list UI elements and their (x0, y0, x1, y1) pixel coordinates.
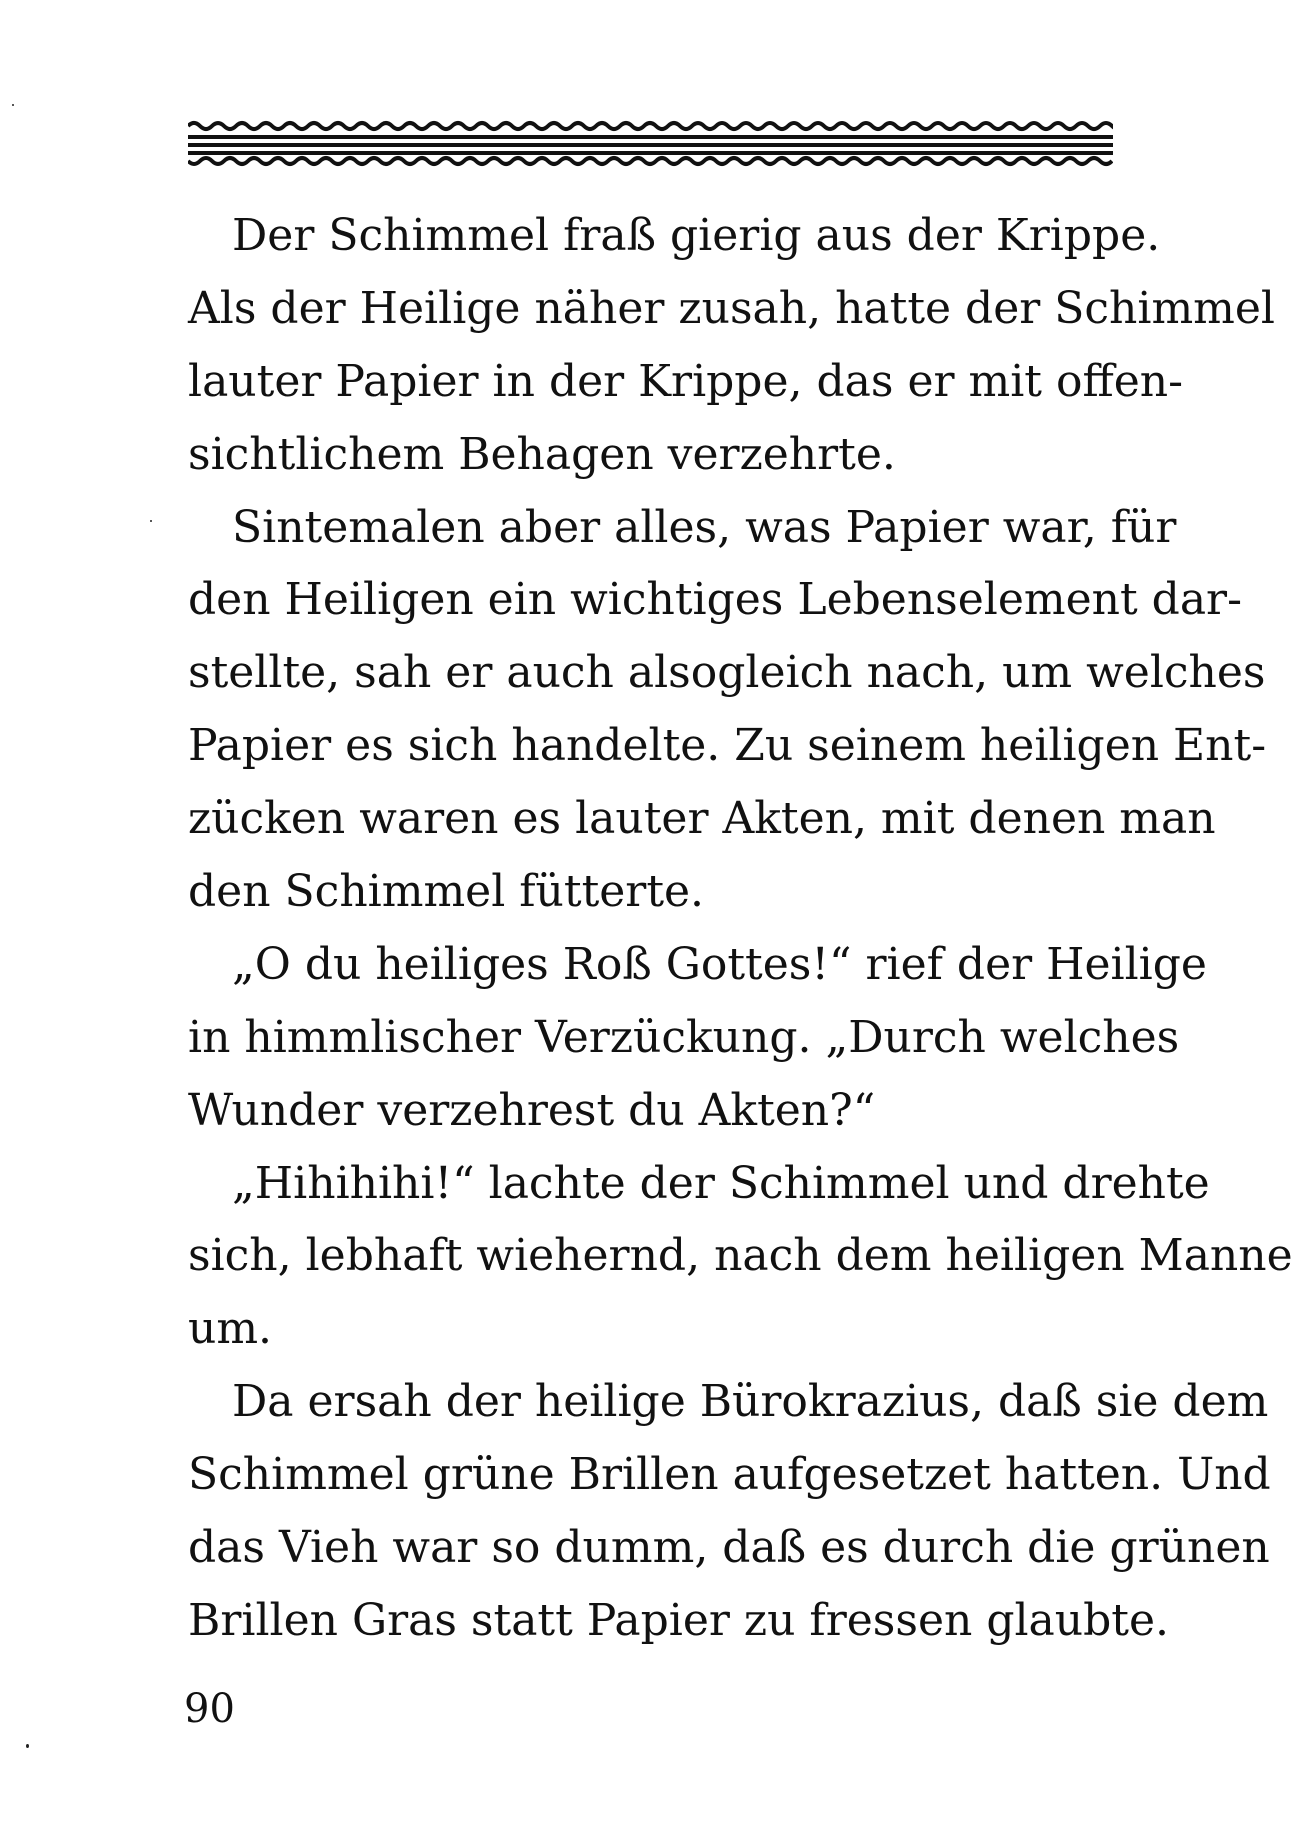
ornament-rule-3 (188, 151, 1113, 155)
text-line: sichtlichem Behagen verzehrte. (188, 428, 896, 480)
text-line: zücken waren es lauter Akten, mit denen man (188, 793, 1216, 845)
text-line: Schimmel grüne Brillen aufgesetzet hatten. Und (188, 1449, 1271, 1501)
text-line: Da ersah der heilige Bürokrazius, daß sie dem (232, 1376, 1269, 1428)
text-line: Wunder verzehrest du Akten?“ (188, 1084, 876, 1136)
text-line: Sintemalen aber alles, was Papier war, für (232, 501, 1177, 553)
text-line: Brillen Gras statt Papier zu fressen glaubte. (188, 1594, 1169, 1646)
ornament-rule-2 (188, 143, 1113, 147)
text-line: lauter Papier in der Krippe, das er mit offen- (188, 355, 1183, 407)
text-line: das Vieh war so dumm, daß es durch die grünen (188, 1522, 1270, 1574)
ornament-wave-bottom (188, 158, 1112, 164)
text-line: Papier es sich handelte. Zu seinem heiligen Ent- (188, 720, 1267, 772)
text-line: Als der Heilige näher zusah, hatte der Schimmel (188, 282, 1276, 334)
text-line: „O du heiliges Roß Gottes!“ rief der Heilige (232, 938, 1207, 990)
text-line: „Hihihihi!“ lachte der Schimmel und drehte (232, 1157, 1210, 1209)
scan-speck (150, 520, 152, 522)
body-text (188, 200, 1293, 1658)
scan-speck (12, 104, 14, 106)
header-ornament (188, 118, 1113, 168)
text-line: Der Schimmel fraß gierig aus der Krippe. (232, 210, 1161, 261)
ornament-rule-1 (188, 135, 1113, 139)
text-line: sich, lebhaft wiehernd, nach dem heiligen Manne (188, 1230, 1293, 1282)
text-line: um. (188, 1303, 273, 1355)
scan-speck (26, 1744, 29, 1748)
text-line: in himmlischer Verzückung. „Durch welches (188, 1011, 1180, 1063)
page-number: 90 (184, 1686, 235, 1732)
text-line: den Schimmel fütterte. (188, 866, 705, 918)
ornament-wave-top (188, 123, 1113, 129)
text-line: stellte, sah er auch alsogleich nach, um welches (188, 647, 1266, 699)
text-line: den Heiligen ein wichtiges Lebenselement dar- (188, 574, 1242, 626)
